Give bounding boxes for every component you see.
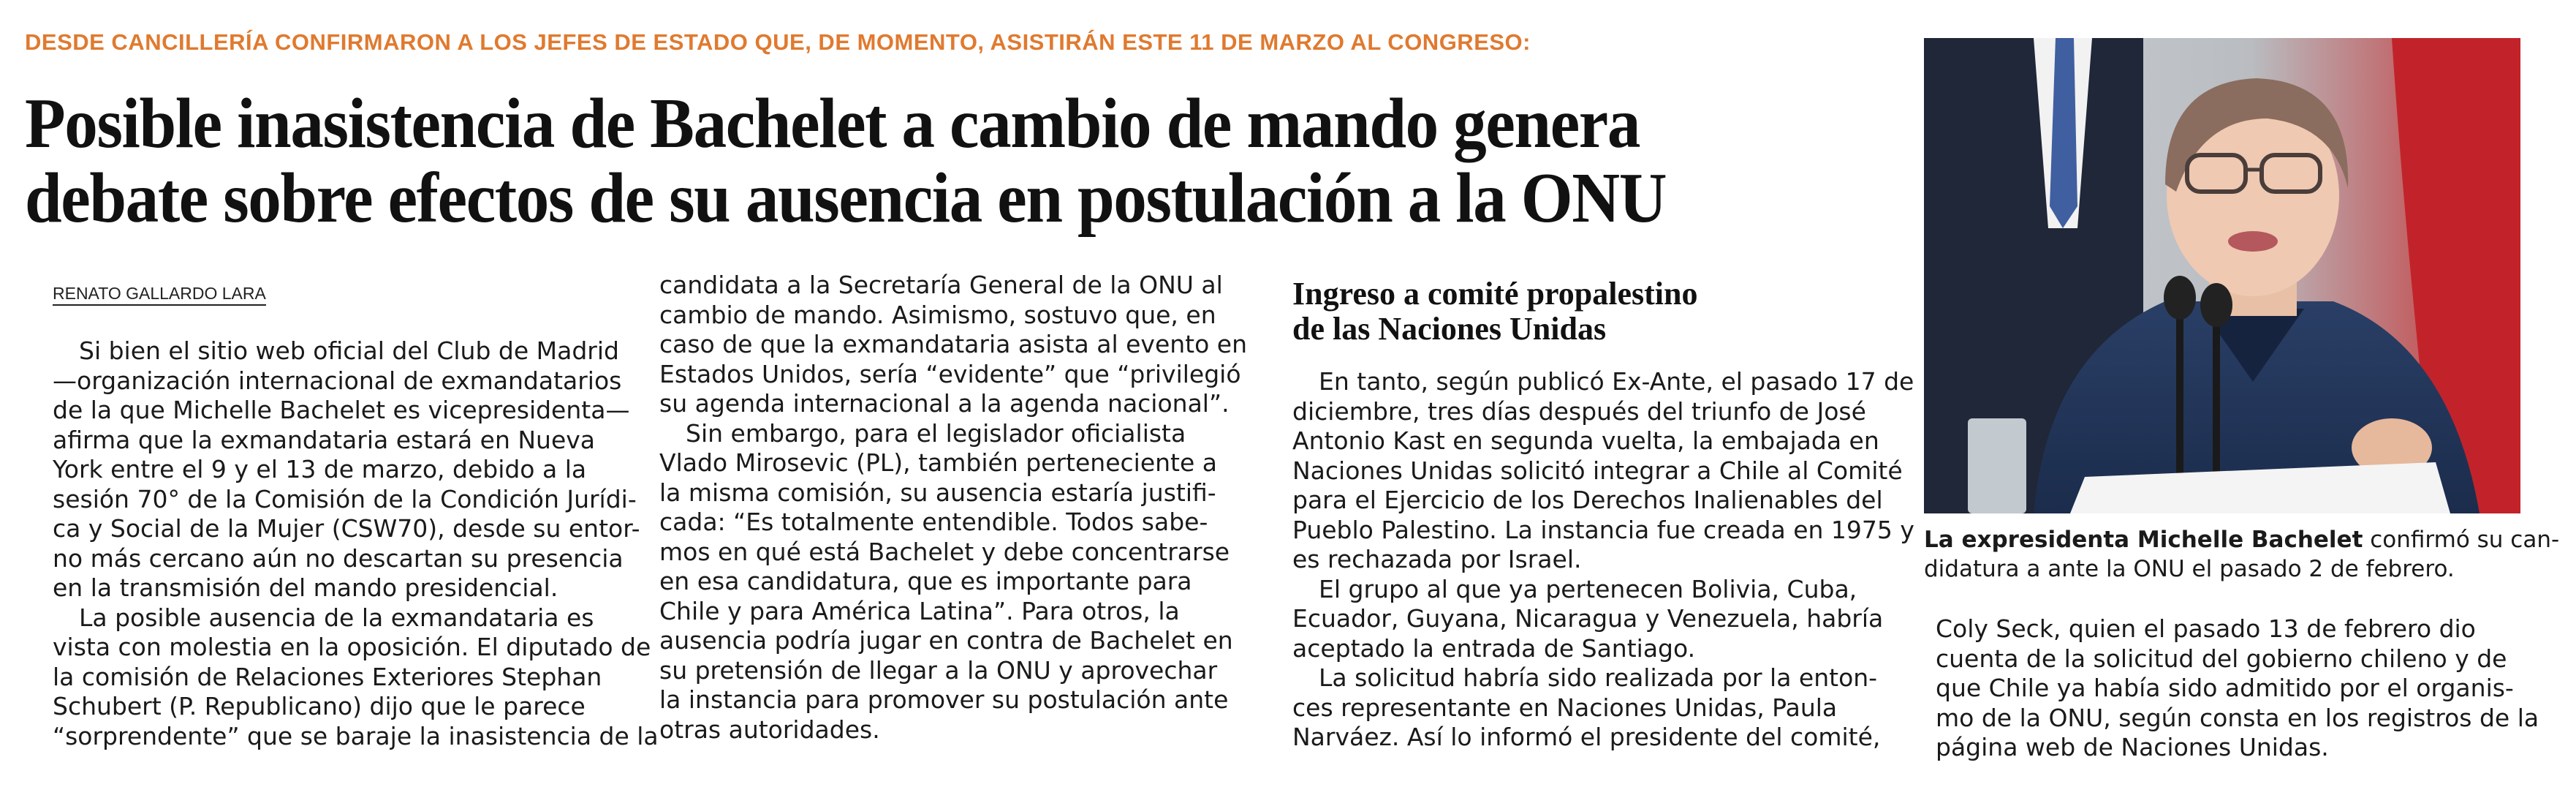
col3-line: En tanto, según publicó Ex-Ante, el pasado 17 de [1319,367,1914,396]
col2-line: cambio de mando. Asimismo, sostuvo que, en [659,300,1216,329]
col2-line: Sin embargo, para el legislador oficialista [686,418,1186,448]
col2-line: la misma comisión, su ausencia estaría justifi- [659,478,1216,507]
col2-line: mos en qué está Bachelet y debe concentrarse [659,537,1230,566]
caption-rest: confirmó su can- [2363,527,2560,553]
headline-line-1: Posible inasistencia de Bachelet a cambio de mando genera [25,84,1640,163]
col1-line: —organización internacional de exmandatarios [53,366,622,395]
col1-line: en la transmisión del mando presidencial. [53,573,558,602]
headline-line-2: debate sobre efectos de su ausencia en postulación a la ONU [25,159,1667,238]
col3-line: Antonio Kast en segunda vuelta, la embajada en [1292,426,1879,455]
col3-line: Ecuador, Guyana, Nicaragua y Venezuela, habría [1292,604,1884,633]
col3-line: ces representante en Naciones Unidas, Paula [1292,693,1838,722]
col3-line: diciembre, tres días después del triunfo de José [1292,396,1866,426]
col2-line: en esa candidatura, que es importante para [659,567,1192,595]
article-column-4 [1936,614,2539,763]
col2-line: ausencia podría jugar en contra de Bachelet en [659,626,1233,655]
col3-line: aceptado la entrada de Santiago. [1292,633,1696,663]
article-column-3 [1292,367,1914,753]
subhead-line-2: de las Naciones Unidas [1292,311,1607,347]
col2-line: la instancia para promover su postulación ante [659,685,1229,714]
col2-line: Chile y para América Latina”. Para otros, la [659,596,1180,625]
col4-line: página web de Naciones Unidas. [1936,733,2329,761]
col3-line: Narváez. Así lo informó el presidente del comité, [1292,723,1881,751]
section-subhead [1292,276,1746,347]
col3-line: es rechazada por Israel. [1292,545,1582,573]
photo-caption [1924,525,2560,584]
subhead-line-1: Ingreso a comité propalestino [1292,276,1698,312]
col1-line: sesión 70° de la Comisión de la Condición Jurídi- [53,484,637,513]
col1-line: Si bien el sitio web oficial del Club de Madrid [79,336,619,365]
col4-line: cuenta de la solicitud del gobierno chileno y de [1936,644,2507,673]
col1-line: afirma que la exmandataria estará en Nueva [53,425,596,454]
col1-line: La posible ausencia de la exmandataria es [79,603,594,632]
col2-line: su pretensión de llegar a la ONU y aprovechar [659,655,1218,685]
caption-line-1 [1924,525,2560,554]
kicker: DESDE CANCILLERÍA CONFIRMARON A LOS JEFES DE ESTADO QUE, DE MOMENTO, ASISTIRÁN ESTE 11 DE MARZO AL CONGRESO: [25,29,1531,55]
col2-line: Vlado Mirosevic (PL), también perteneciente a [659,448,1217,477]
caption-bold: La expresidenta Michelle Bachelet [1924,527,2363,553]
col1-line: no más cercano aún no descartan su presencia [53,543,624,573]
col1-line: York entre el 9 y el 13 de marzo, debido a la [53,455,587,483]
bachelet-photo [1924,38,2520,513]
col4-line: mo de la ONU, según consta en los registros de la [1936,703,2539,732]
col3-line: La solicitud habría sido realizada por la enton- [1319,663,1878,692]
col3-line: Pueblo Palestino. La instancia fue creada en 1975 y [1292,515,1914,544]
byline: RENATO GALLARDO LARA [53,284,266,306]
col4-line: que Chile ya había sido admitido por el organis- [1936,674,2514,702]
col3-line: Naciones Unidas solicitó integrar a Chile al Comité [1292,456,1903,485]
col2-line: cada: “Es totalmente entendible. Todos sabe- [659,508,1208,536]
col2-line: caso de que la exmandataria asista al evento en [659,330,1248,358]
col3-line: para el Ejercicio de los Derechos Inalienables del [1292,486,1883,514]
col1-line: “sorprendente” que se baraje la inasistencia de la [53,721,659,750]
col2-line: su agenda internacional a la agenda nacional”. [659,389,1230,418]
col1-line: de la que Michelle Bachelet es vicepresidenta— [53,396,630,424]
caption-line-2: didatura a ante la ONU el pasado 2 de febrero. [1924,556,2455,582]
article-column-2 [659,271,1248,745]
headline [25,86,1778,236]
col1-line: ca y Social de la Mujer (CSW70), desde su entor- [53,514,640,543]
col3-line: El grupo al que ya pertenecen Bolivia, Cuba, [1319,574,1857,603]
col2-line: Estados Unidos, sería “evidente” que “privilegió [659,359,1241,388]
col2-line: candidata a la Secretaría General de la ONU al [659,271,1223,299]
col1-line: la comisión de Relaciones Exteriores Stephan [53,662,602,691]
col2-line: otras autoridades. [659,715,880,744]
col1-line: Schubert (P. Republicano) dijo que le parece [53,692,586,720]
portrait-photo-icon [1924,38,2520,513]
col1-line: vista con molestia en la oposición. El diputado de [53,633,651,661]
col4-line: Coly Seck, quien el pasado 13 de febrero dio [1936,614,2476,643]
article-column-1 [53,336,659,751]
